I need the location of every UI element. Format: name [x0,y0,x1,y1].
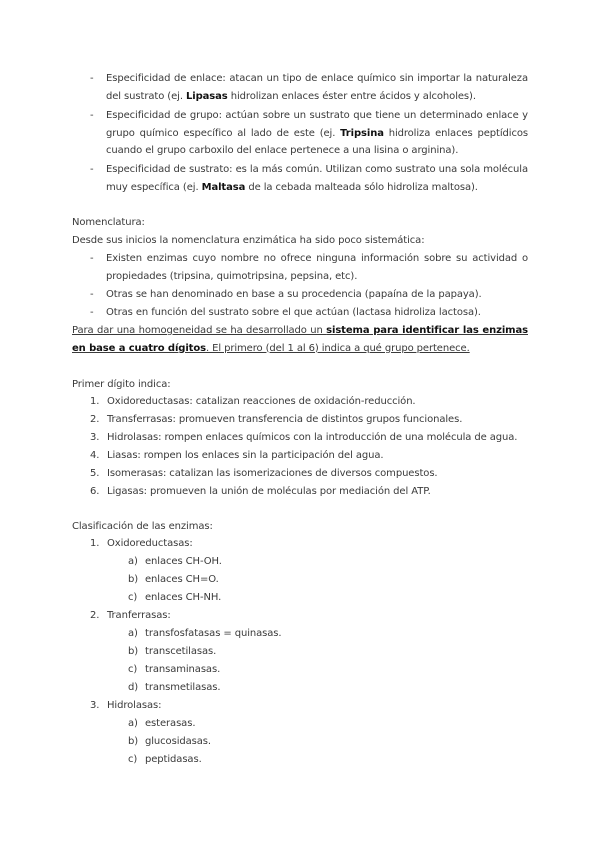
bullet-text: Especificidad de enlace: atacan un tipo de enlace químico sin importar la naturaleza del sustrato (ej. Lipasas hidrolizan enlaces éster entre ácidos y alcoholes). [106,73,528,102]
enzyme-example: Tripsina [340,127,384,139]
document-page: - Especificidad de enlace: atacan un tipo de enlace químico sin importar la naturaleza del sustrato (ej. Lipasas hidrolizan enlaces éster entre ácidos y alcoholes). - Especificidad de grupo: actúan sobre un sustrato que tiene un determinado enlace y grupo químico específico al lado de este (ej. Tripsina hidroliza enlaces peptídicos cuando el grupo carboxilo del enlace pertenece a una lisina o arginina). - Especificidad de sustrato: es la más común. Utilizan como sustrato una sola molécula muy específica (ej. Maltasa de la cebada malteada sólo hidroliza maltosa). Nomenclatura: Desde sus inicios la nomenclatura enzimática ha sido poco sistemática: - Existen enzimas cuyo nombre no ofrece ninguna información sobre su actividad o propiedades (tripsina, quimotripsina, pepsina, etc). - Otras se han denominado en base a su procedencia (papaína de la papaya). - Otras en función del sustrato sobre el que actúan (lactasa hidroliza lactosa). Para dar una homogeneidad se ha desarrollado un sistema para identificar las enzimas en base a cuatro dígitos. El primero (del 1 al 6) indica a qué grupo pertenece. Primer dígito indica: 1. Oxidoreductasas: catalizan reacciones de oxidación-reducción. 2. Transferrasas: promueven transferencia de distintos grupos funcionales. 3. Hidrolasas: rompen enlaces químicos con la introducción de una molécula de agua. 4. Liasas: rompen los enlaces sin la participación del agua. 5. Isomerasas: catalizan las isomerizaciones de diversos compuestos. 6. Ligasas: promueven la unión de moléculas por mediación del ATP. Clasificación de las enzimas: 1. Oxidoreductasas: a) enlaces CH-OH. b) enlaces CH=O. c) enlaces CH-NH. 2. Tranferrasas: a) transfosfatasas = quinasas. b) transcetilasas. c) transaminasas. d) transmetilasas. 3. Hidrolasas: a) esterasas. b) glucosidasas. c) peptidasas. [0,0,600,848]
nomenclature-bullet-1 [90,250,528,286]
enzyme-example: Maltasa [201,181,246,193]
bullet-dash: - [90,253,94,264]
bullet-dash: - [90,110,94,121]
specificity-bullet-1 [90,70,528,106]
nomenclature-bullet-3 [90,304,528,322]
bullet-text: Especificidad de sustrato: es la más común. Utilizan como sustrato una sola molécula muy específica (ej. Maltasa de la cebada malteada sólo hidroliza maltosa). [106,164,528,193]
bullet-dash: - [90,73,94,84]
first-digit-title: Primer dígito indica: [72,379,171,390]
classification-title: Clasificación de las enzimas: [72,521,213,532]
bullet-dash: - [90,164,94,175]
specificity-bullet-2 [90,107,528,161]
enzyme-example: Lipasas [185,90,228,102]
four-digit-system-note: Para dar una homogeneidad se ha desarrollado un sistema para identificar las enzimas en base a cuatro dígitos. El primero (del 1 al 6) indica a qué grupo pertenece. [72,325,528,354]
bullet-text: Especificidad de grupo: actúan sobre un sustrato que tiene un determinado enlace y grupo químico específico al lado de este (ej. Tripsina hidroliza enlaces peptídicos cuando el grupo carboxilo del enlace pertenece a una lisina o arginina). [106,110,528,156]
bullet-dash: - [90,307,94,318]
bullet-text: Otras en función del sustrato sobre el que actúan (lactasa hidroliza lactosa). [106,307,481,318]
specificity-bullet-3 [90,161,528,197]
bullet-dash: - [90,289,94,300]
nomenclature-intro: Desde sus inicios la nomenclatura enzimática ha sido poco sistemática: [72,235,425,246]
bullet-text: Existen enzimas cuyo nombre no ofrece ninguna información sobre su actividad o propiedades (tripsina, quimotripsina, pepsina, etc). [106,253,528,282]
bullet-text: Otras se han denominado en base a su procedencia (papaína de la papaya). [106,289,482,300]
nomenclature-title: Nomenclatura: [72,217,145,228]
four-digit-system-highlight: sistema para identificar las enzimas en base a cuatro dígitos [72,325,528,354]
nomenclature-bullet-2 [90,286,528,304]
